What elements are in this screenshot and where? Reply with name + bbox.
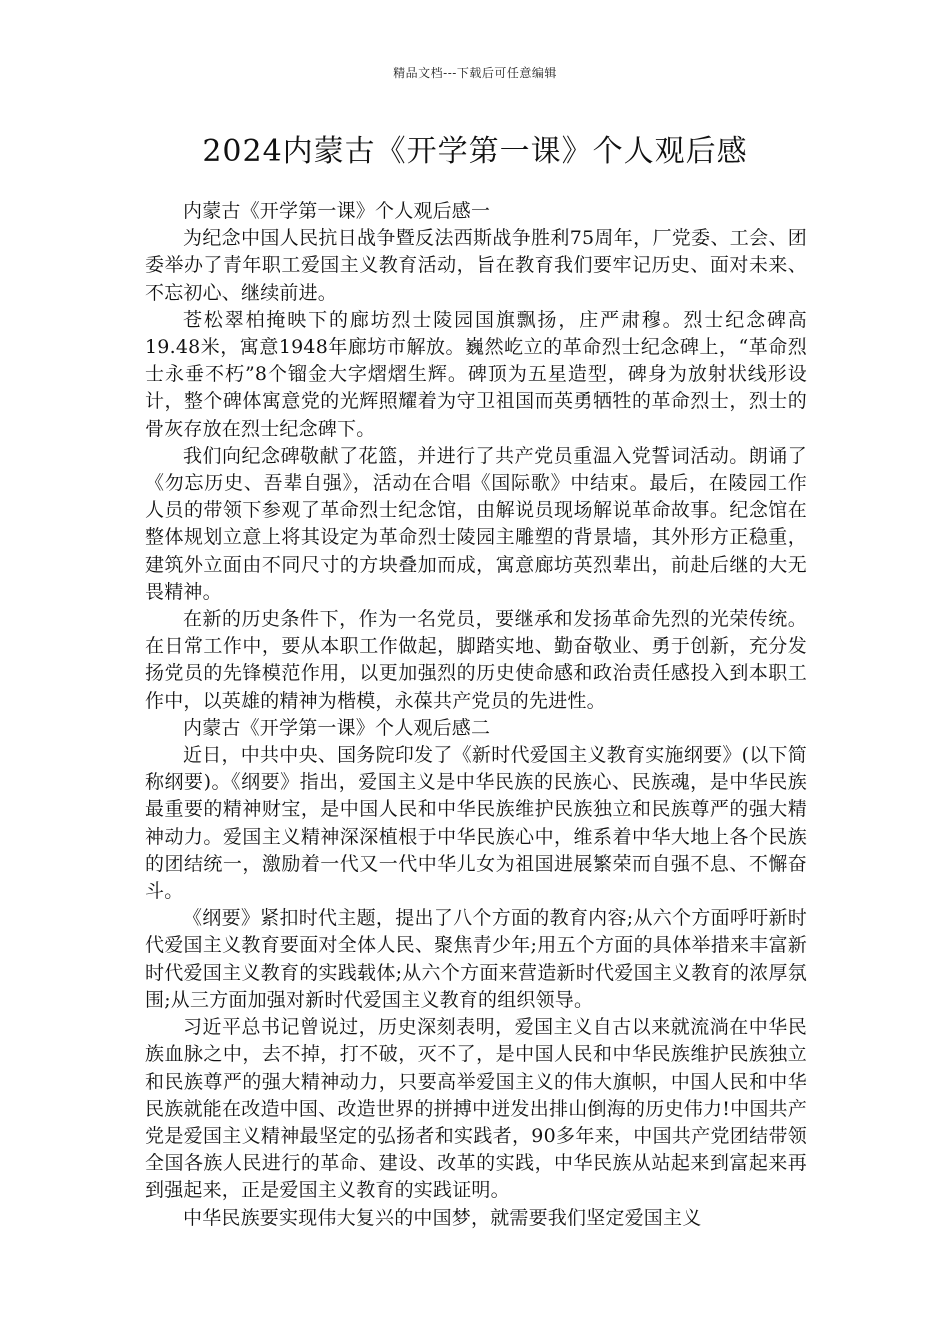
paragraph: 为纪念中国人民抗日战争暨反法西斯战争胜利75周年，厂党委、工会、团委举办了青年职工爱国主义教育活动，旨在教育我们要牢记历史、面对未来、不忘初心、继续前进。 xyxy=(145,227,807,304)
document-title: 2024内蒙古《开学第一课》个人观后感 xyxy=(202,134,748,169)
section-heading-2: 内蒙古《开学第一课》个人观后感二 xyxy=(183,716,491,739)
paragraph: 我们向纪念碑敬献了花篮，并进行了共产党员重温入党誓词活动。朗诵了《勿忘历史、吾辈自强》，活动在合唱《国际歌》中结束。最后，在陵园工作人员的带领下参观了革命烈士纪念馆，由解说员现场解说革命故事。纪念馆在整体规划立意上将其设定为革命烈士陵园主雕塑的背景墙，其外形方正稳重，建筑外立面由不同尺寸的方块叠加而成，寓意廊坊英烈辈出，前赴后继的大无畏精神。 xyxy=(145,444,807,603)
document-body xyxy=(145,198,807,1232)
paragraph: 苍松翠柏掩映下的廊坊烈士陵园国旗飘扬，庄严肃穆。烈士纪念碑高19.48米，寓意1948年廊坊市解放。巍然屹立的革命烈士纪念碑上，“革命烈士永垂不朽”8个镏金大字熠熠生辉。碑顶为五星造型，碑身为放射状线形设计，整个碑体寓意党的光辉照耀着为守卫祖国而英勇牺牲的革命烈士，烈士的骨灰存放在烈士纪念碑下。 xyxy=(145,308,807,440)
paragraph: 中华民族要实现伟大复兴的中国梦，就需要我们坚定爱国主义 xyxy=(183,1206,702,1229)
header-note: 精品文档---下载后可任意编辑 xyxy=(393,66,557,80)
section-heading-1: 内蒙古《开学第一课》个人观后感一 xyxy=(183,200,491,222)
paragraph: 在新的历史条件下，作为一名党员，要继承和发扬革命先烈的光荣传统。在日常工作中，要从本职工作做起，脚踏实地、勤奋敬业、勇于创新，充分发扬党员的先锋模范作用，以更加强烈的历史使命感和政治责任感投入到本职工作中，以英雄的精神为楷模，永葆共产党员的先进性。 xyxy=(145,608,807,712)
paragraph: 近日，中共中央、国务院印发了《新时代爱国主义教育实施纲要》(以下简称纲要)。《纲要》指出，爱国主义是中华民族的民族心、民族魂，是中华民族最重要的精神财宝，是中国人民和中华民族维护民族独立和民族尊严的强大精神动力。爱国主义精神深深植根于中华民族心中，维系着中华大地上各个民族的团结统一，激励着一代又一代中华儿女为祖国进展繁荣而自强不息、不懈奋斗。 xyxy=(145,744,807,903)
paragraph: 《纲要》紧扣时代主题，提出了八个方面的教育内容;从六个方面呼吁新时代爱国主义教育要面对全体人民、聚焦青少年;用五个方面的具体举措来丰富新时代爱国主义教育的实践载体;从六个方面来营造新时代爱国主义教育的浓厚氛围;从三方面加强对新时代爱国主义教育的组织领导。 xyxy=(145,907,807,1011)
paragraph: 习近平总书记曾说过，历史深刻表明，爱国主义自古以来就流淌在中华民族血脉之中，去不掉，打不破，灭不了，是中国人民和中华民族维护民族独立和民族尊严的强大精神动力，只要高举爱国主义的伟大旗帜，中国人民和中华民族就能在改造中国、改造世界的拼搏中迸发出排山倒海的历史伟力!中国共产党是爱国主义精神最坚定的弘扬者和实践者，90多年来，中国共产党团结带领全国各族人民进行的革命、建设、改革的实践，中华民族从站起来到富起来再到强起来，正是爱国主义教育的实践证明。 xyxy=(145,1016,807,1202)
